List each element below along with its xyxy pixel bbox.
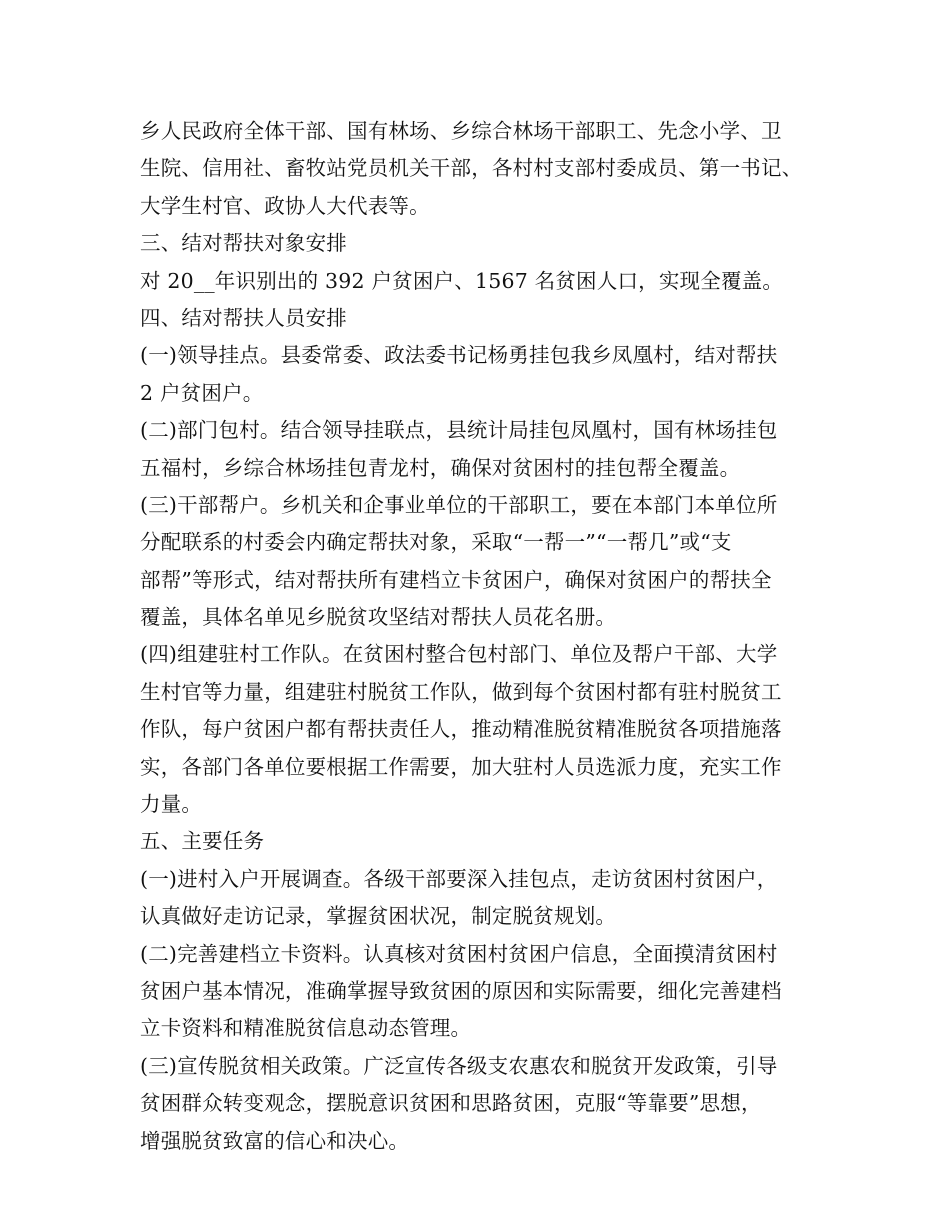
text-line: 认真做好走访记录，掌握贫困状况，制定脱贫规划。 — [140, 904, 617, 929]
section-heading: 五、主要任务 — [140, 829, 265, 854]
text-line: 对 20__年识别出的 392 户贫困户、1567 名贫困人口，实现全覆盖。 — [140, 268, 784, 293]
text-line: 力量。 — [140, 792, 203, 817]
text-line: 贫困群众转变观念，摆脱意识贫困和思路贫困，克服“等靠要”思想， — [140, 1091, 762, 1116]
text-line: 分配联系的村委会内确定帮扶对象，采取“一帮一”“一帮几”或“支 — [140, 530, 732, 555]
text-line: (二)完善建档立卡资料。认真核对贫困村贫困户信息，全面摸清贫困村 — [140, 941, 778, 966]
text-line: (三)宣传脱贫相关政策。广泛宣传各级支农惠农和脱贫开发政策，引导 — [140, 1053, 778, 1078]
text-line: (三)干部帮户。乡机关和企事业单位的干部职工，要在本部门本单位所 — [140, 492, 778, 517]
text-line: 大学生村官、政协人大代表等。 — [140, 193, 430, 218]
text-line: (一)领导挂点。县委常委、政法委书记杨勇挂包我乡凤凰村，结对帮扶 — [140, 343, 778, 368]
text-line: 五福村，乡综合林场挂包青龙村，确保对贫困村的挂包帮全覆盖。 — [140, 455, 741, 480]
document-body — [140, 113, 840, 1160]
text-line: 实，各部门各单位要根据工作需要，加大驻村人员选派力度，充实工作 — [140, 754, 782, 779]
text-line: 增强脱贫致富的信心和决心。 — [140, 1128, 410, 1153]
text-line: 2 户贫困户。 — [140, 380, 264, 405]
text-line: (二)部门包村。结合领导挂联点，县统计局挂包凤凰村，国有林场挂包 — [140, 418, 778, 443]
text-line: 部帮”等形式，结对帮扶所有建档立卡贫困户，确保对贫困户的帮扶全 — [140, 567, 772, 592]
section-heading: 三、结对帮扶对象安排 — [140, 231, 347, 256]
text-line: 生村官等力量，组建驻村脱贫工作队，做到每个贫困村都有驻村脱贫工 — [140, 679, 782, 704]
text-line: 覆盖，具体名单见乡脱贫攻坚结对帮扶人员花名册。 — [140, 605, 617, 630]
text-line: (一)进村入户开展调查。各级干部要深入挂包点，走访贫困村贫困户， — [140, 866, 778, 891]
text-line: 作队，每户贫困户都有帮扶责任人，推动精准脱贫精准脱贫各项措施落 — [140, 717, 782, 742]
text-line: 贫困户基本情况，准确掌握导致贫困的原因和实际需要，细化完善建档 — [140, 978, 782, 1003]
text-line: 立卡资料和精准脱贫信息动态管理。 — [140, 1016, 472, 1041]
text-line: (四)组建驻村工作队。在贫困村整合包村部门、单位及帮户干部、大学 — [140, 642, 778, 667]
text-line: 乡人民政府全体干部、国有林场、乡综合林场干部职工、先念小学、卫 — [140, 119, 782, 143]
text-line: 生院、信用社、畜牧站党员机关干部，各村村支部村委成员、第一书记、 — [140, 156, 803, 181]
section-heading: 四、结对帮扶人员安排 — [140, 305, 347, 330]
